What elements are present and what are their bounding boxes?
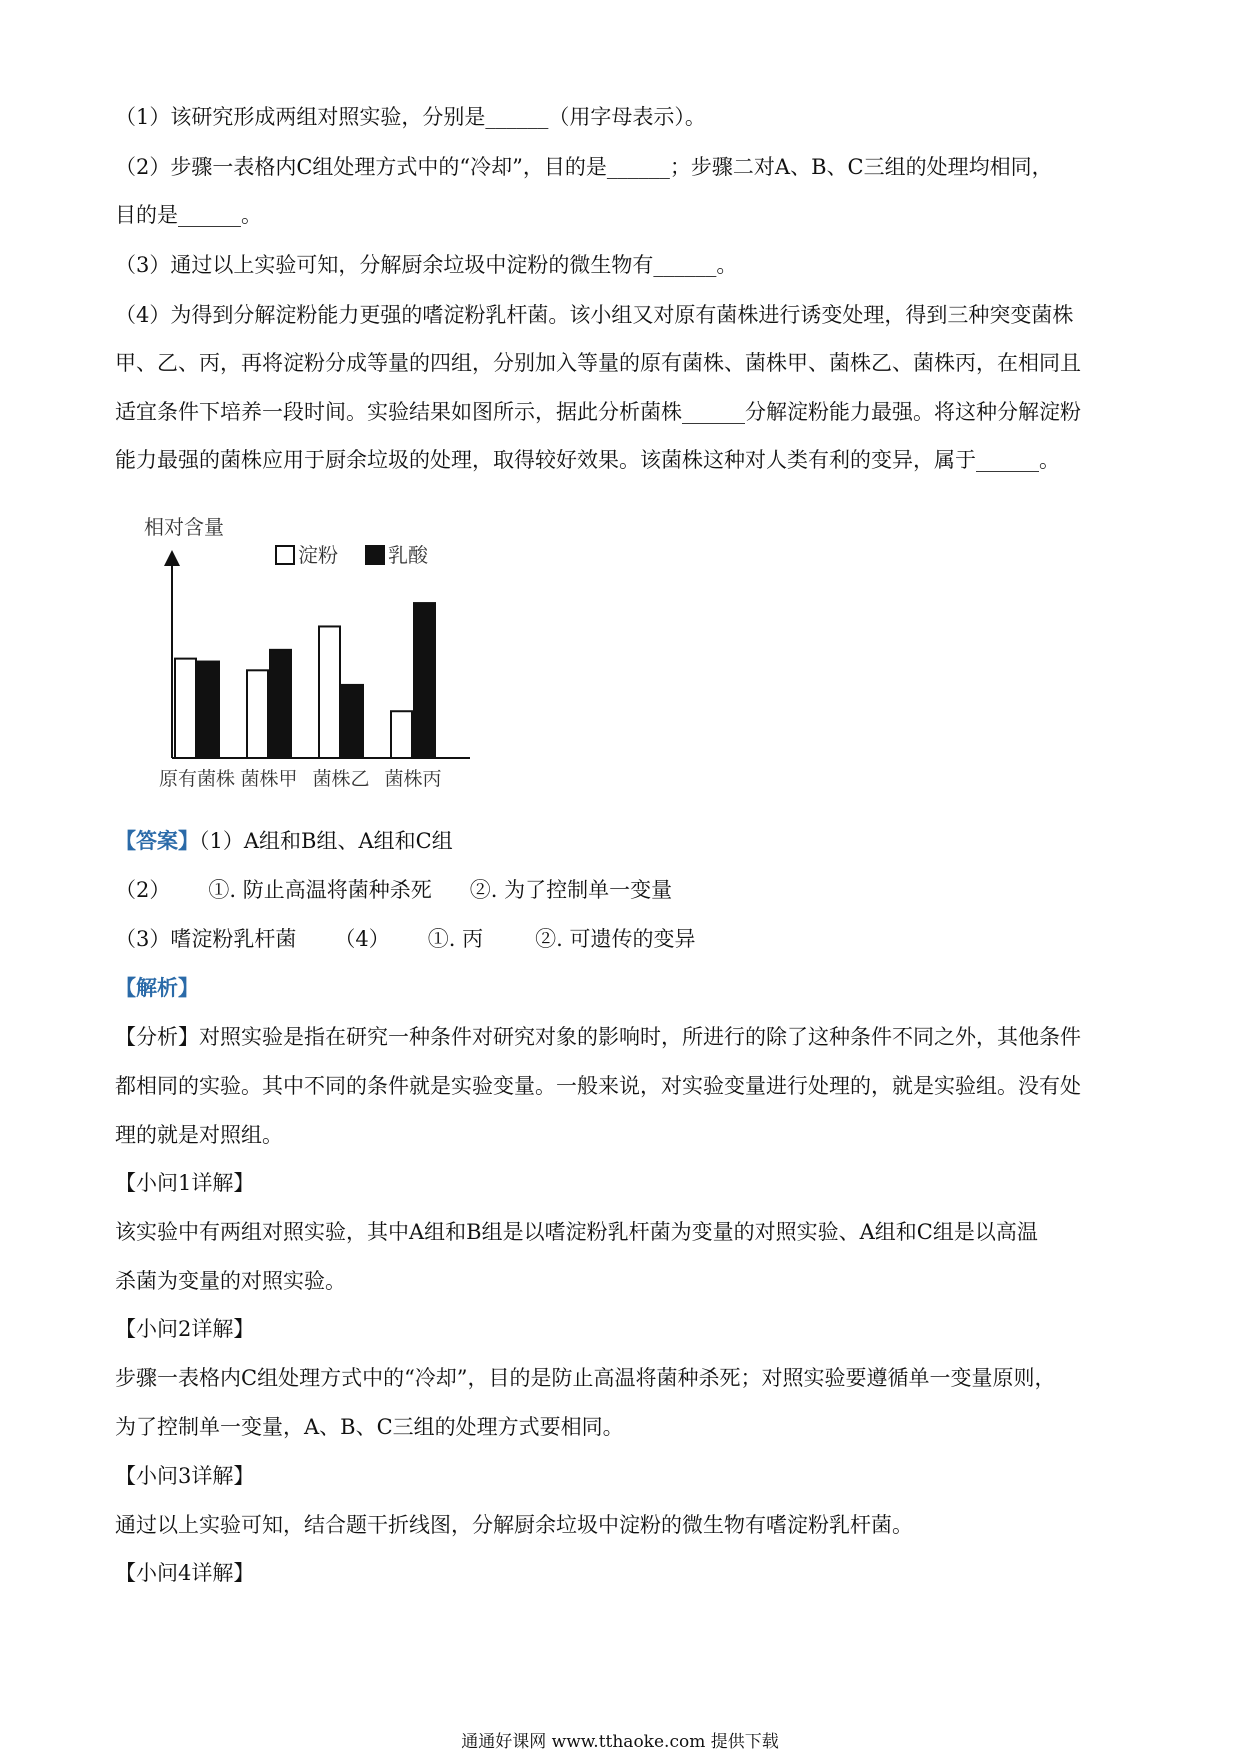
- x-tick-label: 原有菌株: [158, 768, 236, 790]
- bar-starch-2: [247, 670, 268, 758]
- legend-swatch-starch: [276, 546, 294, 564]
- bar-starch-1: [175, 659, 196, 758]
- bar-starch-3: [319, 626, 340, 758]
- detail-1-heading: 【小问1详解】: [115, 1171, 255, 1195]
- answer-2-option-2: ②. 为了控制单一变量: [469, 878, 673, 902]
- legend-label-starch: 淀粉: [298, 543, 338, 567]
- x-tick-label: 菌株丙: [384, 768, 442, 790]
- question-4-line-1: （4）为得到分解淀粉能力更强的嗜淀粉乳杆菌。该小组又对原有菌株进行诱变处理，得到三种突变菌株: [115, 303, 1074, 327]
- answer-line-3: [115, 924, 1125, 954]
- bar-chart-svg: [140, 508, 500, 798]
- answer-4-option-1: ①. 丙: [427, 927, 484, 951]
- answer-2-label: （2）: [115, 878, 171, 902]
- detail-3-heading: 【小问3详解】: [115, 1464, 255, 1488]
- bar-chart: [140, 508, 500, 798]
- bar-lactic-acid-1: [198, 662, 219, 758]
- bar-starch-4: [391, 711, 412, 758]
- x-tick-label: 菌株乙: [312, 768, 370, 790]
- detail-3-line-1: 通过以上实验可知，结合题干折线图，分解厨余垃圾中淀粉的微生物有嗜淀粉乳杆菌。: [115, 1513, 913, 1537]
- question-2-line-2: 目的是______。: [115, 203, 262, 227]
- question-2-line-1: （2）步骤一表格内C组处理方式中的“冷却”，目的是______；步骤二对A、B、C三组的处理均相同，: [115, 155, 1053, 179]
- question-4-line-4: 能力最强的菌株应用于厨余垃圾的处理，取得较好效果。该菌株这种对人类有利的变异，属于______。: [115, 448, 1060, 472]
- x-tick-label: 菌株甲: [240, 768, 298, 790]
- footer: 通通好课网 www.tthaoke.com 提供下载: [461, 1732, 779, 1752]
- bar-lactic-acid-3: [342, 685, 363, 758]
- answer-line-2: [115, 875, 1125, 905]
- answer-1: （1）A组和B组、A组和C组: [199, 829, 453, 853]
- detail-1-line-1: 该实验中有两组对照实验，其中A组和B组是以嗜淀粉乳杆菌为变量的对照实验、A组和C组是以高温: [115, 1220, 1038, 1244]
- y-axis-label: 相对含量: [144, 515, 224, 539]
- x-tick-labels: [159, 768, 442, 790]
- bar-lactic-acid-2: [270, 650, 291, 758]
- answer-4-label: （4）: [334, 927, 390, 951]
- detail-4-heading: 【小问4详解】: [115, 1561, 255, 1585]
- detail-2-line-1: 步骤一表格内C组处理方式中的“冷却”，目的是防止高温将菌种杀死；对照实验要遵循单一变量原则，: [115, 1366, 1056, 1390]
- analysis-tag: 【解析】: [115, 975, 199, 1000]
- legend: [276, 543, 429, 567]
- legend-swatch-lactic-acid: [366, 546, 384, 564]
- bars: [175, 603, 435, 758]
- bar-lactic-acid-4: [414, 603, 435, 758]
- answer-line-1: [115, 826, 1125, 856]
- detail-1-line-2: 杀菌为变量的对照实验。: [115, 1269, 346, 1293]
- analysis-line-2: 都相同的实验。其中不同的条件就是实验变量。一般来说，对实验变量进行处理的，就是实验组。没有处: [115, 1074, 1081, 1098]
- answer-4-option-2: ②. 可遗传的变异: [535, 927, 696, 951]
- answer-tag: 【答案】: [115, 828, 199, 853]
- detail-2-heading: 【小问2详解】: [115, 1317, 255, 1341]
- question-4-line-2: 甲、乙、丙，再将淀粉分成等量的四组，分别加入等量的原有菌株、菌株甲、菌株乙、菌株丙，在相同且: [115, 351, 1081, 375]
- question-3: （3）通过以上实验可知，分解厨余垃圾中淀粉的微生物有______。: [115, 253, 738, 277]
- analysis-line-1: 【分析】对照实验是指在研究一种条件对研究对象的影响时，所进行的除了这种条件不同之外，其他条件: [115, 1025, 1081, 1049]
- answer-3: （3）嗜淀粉乳杆菌: [115, 927, 297, 951]
- analysis-line-3: 理的就是对照组。: [115, 1123, 283, 1147]
- question-4-line-3: 适宜条件下培养一段时间。实验结果如图所示，据此分析菌株______分解淀粉能力最强。将这种分解淀粉: [115, 400, 1081, 424]
- legend-label-lactic-acid: 乳酸: [388, 543, 428, 567]
- answer-2-option-1: ①. 防止高温将菌种杀死: [208, 878, 432, 902]
- question-1: （1）该研究形成两组对照实验，分别是______（用字母表示）。: [115, 105, 706, 129]
- detail-2-line-2: 为了控制单一变量，A、B、C三组的处理方式要相同。: [115, 1415, 624, 1439]
